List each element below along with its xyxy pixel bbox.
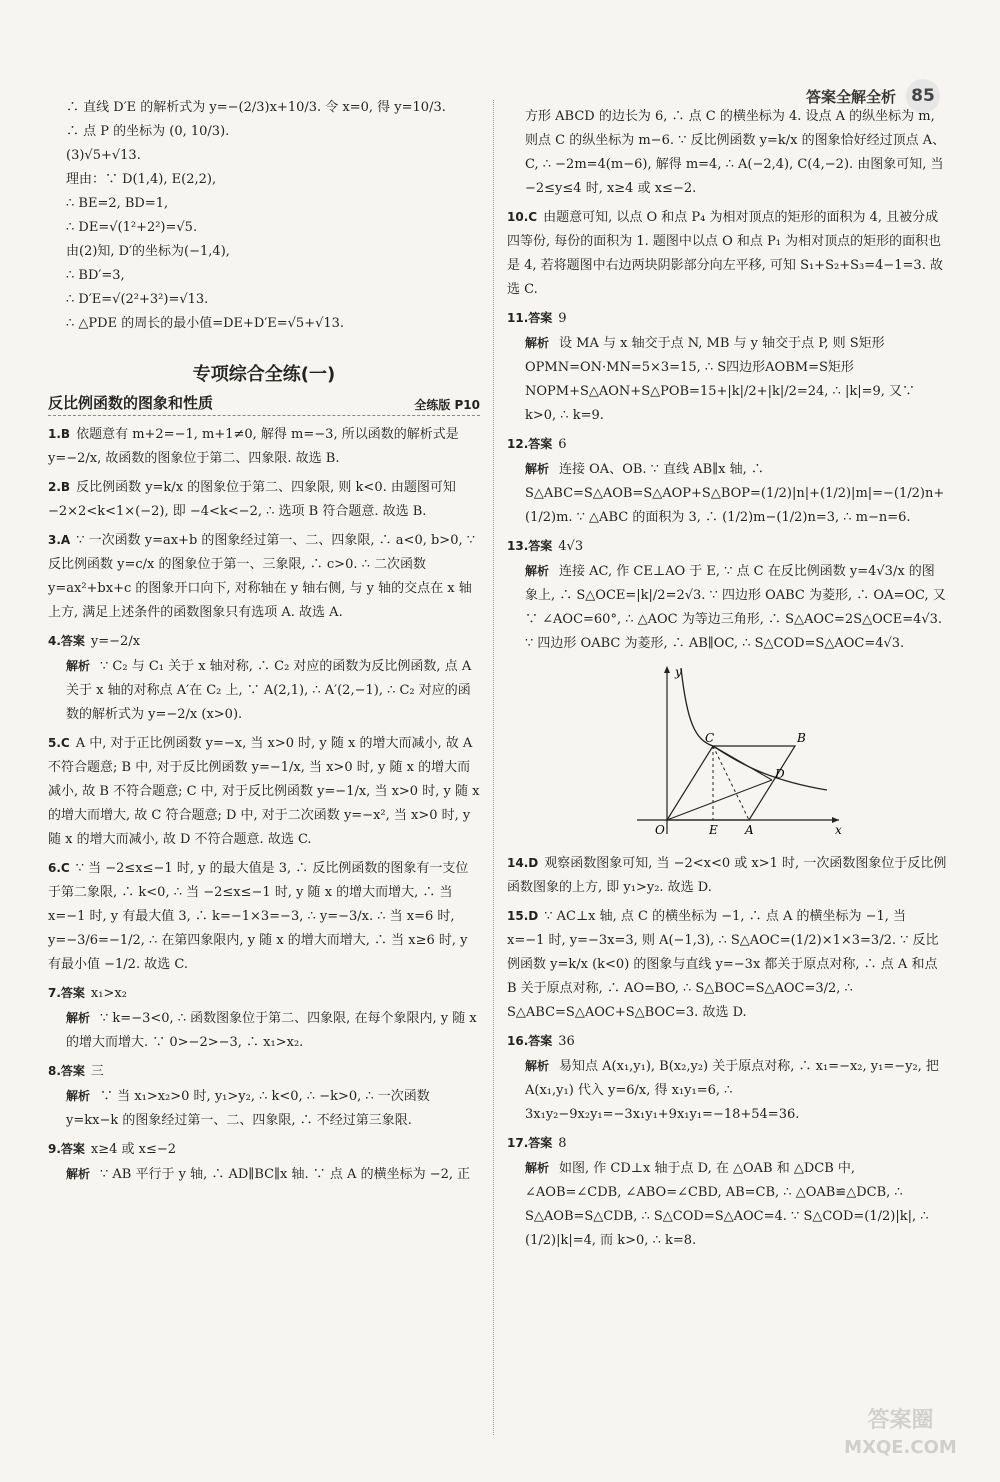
item-answer: x₁>x₂	[90, 986, 127, 1001]
watermark-logo	[823, 1406, 978, 1468]
item-text: ∵ C₂ 与 C₁ 关于 x 轴对称, ∴ C₂ 对应的函数为反比例函数, 点 A 关于 x 轴的对称点 A′在 C₂ 上, ∵ A(2,1), ∴ A′(2,−1), ∴ C₂ 对应的函数的解析式为 y=−2/x (x>0).	[66, 659, 472, 722]
item-answer: x≥4 或 x≤−2	[90, 1142, 177, 1157]
item-text: A 中, 对于正比例函数 y=−x, 当 x>0 时, y 随 x 的增大而减小, 故 A 不符合题意; B 中, 对于反比例函数 y=−1/x, 当 x>0 时, y 随 x 的增大而减小, 故 B 不符合题意; C 中, 对于反比例函数 y=−1/x, 当 x>0 时, y 随 x 的增大而增大, 故 C 符合题意; D 中, 对于二次函数 y=−x², 当 x>0 时, y 随 x 的增大而减小, 故 D 不符合题意. 故选 C.	[48, 736, 480, 847]
text-line: 理由：∵ D(1,4), E(2,2),	[66, 172, 217, 187]
analysis-label: 解析	[525, 462, 550, 476]
item-answer: y=−2/x	[90, 634, 141, 649]
item-text: ∵ AB 平行于 y 轴, ∴ AD∥BC∥x 轴. ∵ 点 A 的横坐标为 −2, 正	[100, 1167, 471, 1182]
text-line: (3)√5+√13.	[66, 148, 141, 163]
item-text: 观察函数图象可知, 当 −2<x<0 或 x>1 时, 一次函数图象位于反比例函数图象的上方, 即 y₁>y₂. 故选 D.	[507, 856, 947, 895]
item-number: 14.D	[507, 856, 539, 870]
item-number: 8.答案	[48, 1064, 85, 1078]
hyperbola-curve	[681, 668, 827, 790]
item-text: ∵ 一次函数 y=ax+b 的图象经过第一、二、四象限, ∴ a<0, b>0, ∵ 反比例函数 y=c/x 的图象位于第一、三象限, ∴ c>0. ∴ 二次函数 y=ax²+bx+c 的图象开口向下, 对称轴在 y 轴右侧, 与 y 轴的交点在 x 轴上方, 满足上述条件的函数图象只有选项 A. 故选 A.	[48, 533, 476, 620]
item-text: 反比例函数 y=k/x 的图象位于第二、四象限, 则 k<0. 由题图可知 −2×2<k<1×(−2), 即 −4<k<−2, ∴ 选项 B 符合题意. 故选 B.	[48, 480, 456, 519]
section-title: 专项综合全练(一)	[192, 364, 336, 385]
label-x: x	[835, 823, 842, 837]
label-e: E	[709, 823, 718, 837]
answer-item	[507, 1131, 947, 1253]
answer-item	[507, 904, 947, 1025]
text-line: ∴ DE=√(1²+2²)=√5.	[66, 220, 198, 235]
item-answer: 8	[558, 1136, 567, 1151]
label-o: O	[655, 823, 665, 837]
item-number: 16.答案	[507, 1034, 553, 1048]
item-text: ∵ 当 x₁>x₂>0 时, y₁>y₂, ∴ k<0, ∴ −k>0, ∴ 一次函数 y=kx−k 的图象经过第一、二、四象限, ∴ 不经过第三象限.	[66, 1089, 430, 1128]
answer-item	[507, 432, 947, 530]
item-answer: 36	[558, 1034, 575, 1049]
item-number: 2.B	[48, 480, 71, 494]
subsection-header	[48, 392, 480, 416]
answer-item	[48, 1059, 480, 1133]
item-number: 6.C	[48, 861, 70, 875]
answer-item	[48, 475, 480, 524]
column-divider	[493, 100, 494, 1435]
item-number: 17.答案	[507, 1136, 553, 1150]
analysis-label: 解析	[66, 659, 91, 673]
right-column	[507, 105, 947, 1253]
answer-item	[48, 629, 480, 727]
item-text: 设 MA 与 x 轴交于点 N, MB 与 y 轴交于点 P, 则 S矩形OPMN=ON·MN=5×3=15, ∴ S四边形AOBM=S矩形NOPM+S△AON+S△POB=15+|k|/2+|k|/2=24, ∴ |k|=9, 又∵ k>0, ∴ k=9.	[525, 336, 916, 423]
text-line: 由(2)知, D′的坐标为(−1,4),	[66, 244, 230, 259]
item-text: 由题意可知, 以点 O 和点 P₄ 为相对顶点的矩形的面积为 4, 且被分成四等份, 每份的面积为 1. 题图中以点 O 和点 P₁ 为相对顶点的矩形的面积也是 4, 若将题图中右边两块阴影部分向左平移, 可知 S₁+S₂+S₃=4−1=3. 故选 C.	[507, 210, 943, 297]
text-line: ∴ 直线 D′E 的解析式为 y=−(2/3)x+10/3. 令 x=0, 得 y=10/3.	[66, 100, 446, 115]
analysis-label: 解析	[525, 336, 550, 350]
item-number: 5.C	[48, 736, 70, 750]
item-number: 10.C	[507, 210, 538, 224]
item-number: 12.答案	[507, 437, 553, 451]
analysis-label: 解析	[525, 1059, 550, 1073]
item-number: 11.答案	[507, 311, 553, 325]
answer-item	[48, 1137, 480, 1187]
y-axis-arrow	[664, 666, 670, 673]
text-line: ∴ △PDE 的周长的最小值=DE+D′E=√5+√13.	[66, 316, 345, 331]
label-d: D	[775, 767, 785, 781]
item-answer: 6	[558, 437, 567, 452]
item-text: 易知点 A(x₁,y₁), B(x₂,y₂) 关于原点对称, ∴ x₁=−x₂, y₁=−y₂, 把 A(x₁,y₁) 代入 y=6/x, 得 x₁y₁=6, ∴ 3x₁y₂−9x₂y₁=−3x₁y₁+9x₁y₁=−18+54=36.	[525, 1059, 939, 1122]
text-line: ∴ BD′=3,	[66, 268, 125, 283]
answer-item	[48, 856, 480, 977]
item-text: ∵ k=−3<0, ∴ 函数图象位于第二、四象限, 在每个象限内, y 随 x 的增大而增大. ∵ 0>−2>−3, ∴ x₁>x₂.	[66, 1011, 477, 1050]
text-line: ∴ 点 P 的坐标为 (0, 10/3).	[66, 124, 230, 139]
rhombus-hyperbola-figure	[627, 662, 847, 837]
header-title: 答案全解全析	[805, 87, 896, 106]
answer-item	[48, 731, 480, 852]
item-number: 13.答案	[507, 539, 553, 553]
page-number: 85	[906, 79, 940, 113]
page-reference: 全练版 P10	[414, 398, 480, 412]
analysis-label: 解析	[525, 1161, 550, 1175]
label-a: A	[745, 823, 754, 837]
answer-item	[48, 528, 480, 625]
item-number: 1.B	[48, 427, 71, 441]
analysis-label: 解析	[525, 564, 550, 578]
analysis-label: 解析	[66, 1011, 91, 1025]
item-number: 9.答案	[48, 1142, 85, 1156]
item-number: 7.答案	[48, 986, 85, 1000]
watermark-line1: 答案圈	[867, 1408, 934, 1433]
left-column	[48, 96, 480, 1187]
watermark-line2: MXQE.COM	[844, 1437, 957, 1458]
text-line: ∴ D′E=√(2²+3²)=√13.	[66, 292, 209, 307]
item-number: 3.A	[48, 533, 71, 547]
item-answer: 4√3	[558, 539, 584, 554]
item-answer: 三	[90, 1064, 104, 1079]
segment-od	[667, 780, 772, 820]
item-text: 连接 AC, 作 CE⊥AO 于 E, ∵ 点 C 在反比例函数 y=4√3/x 的图象上, ∴ S△OCE=|k|/2=2√3. ∵ 四边形 OABC 为菱形, ∴ OA=OC, 又∵ ∠AOC=60°, ∴ △AOC 为等边三角形, ∴ S△AOC=2S△OCE=4√3. ∵ 四边形 OABC 为菱形, ∴ AB∥OC, ∴ S△COD=S△AOC=4√3.	[525, 564, 946, 651]
item-text: 连接 OA、OB. ∵ 直线 AB∥x 轴, ∴ S△ABC=S△AOB=S△AOP+S△BOP=(1/2)|n|+(1/2)|m|=−(1/2)n+(1/2)m. ∵ △ABC 的面积为 3, ∴ (1/2)m−(1/2)n=3, ∴ m−n=6.	[525, 462, 945, 525]
continued-text: 方形 ABCD 的边长为 6, ∴ 点 C 的横坐标为 4. 设点 A 的纵坐标为 m, 则点 C 的纵坐标为 m−6. ∵ 反比例函数 y=k/x 的图象恰好经过顶点 A、C, ∴ −2m=4(m−6), 解得 m=4, ∴ A(−2,4), C(4,−2). 由图象可知, 当 −2≤y≤4 时, x≥4 或 x≤−2.	[525, 109, 946, 196]
text-line: ∴ BE=2, BD=1,	[66, 196, 169, 211]
label-c: C	[705, 731, 715, 745]
segment-cd	[713, 746, 772, 780]
continued-solution	[48, 96, 480, 336]
answer-item	[507, 534, 947, 656]
item-text: 如图, 作 CD⊥x 轴于点 D, 在 △OAB 和 △DCB 中, ∠AOB=∠CDB, ∠ABO=∠CBD, AB=CB, ∴ △OAB≌△DCB, ∴ S△AOB=S△CDB, ∴ S△COD=S△AOC=4. ∵ S△COD=(1/2)|k|, ∴ (1/2)|k|=4, 而 k>0, ∴ k=8.	[525, 1161, 929, 1248]
item-number: 15.D	[507, 909, 539, 923]
label-b: B	[797, 731, 806, 745]
analysis-label: 解析	[66, 1167, 91, 1181]
answer-item	[507, 205, 947, 302]
item-number: 4.答案	[48, 634, 85, 648]
answer-item	[48, 981, 480, 1055]
subsection-title: 反比例函数的图象和性质	[48, 394, 214, 412]
answer-item	[507, 306, 947, 428]
answer-item	[507, 851, 947, 900]
item-text: 依题意有 m+2=−1, m+1≠0, 解得 m=−3, 所以函数的解析式是 y=−2/x, 故函数的图象位于第二、四象限. 故选 B.	[48, 427, 459, 466]
answer-item	[48, 422, 480, 471]
label-y: y	[675, 665, 682, 679]
item-text: ∵ 当 −2≤x≤−1 时, y 的最大值是 3, ∴ 反比例函数的图象有一支位于第二象限, ∴ k<0, ∴ 当 −2≤x≤−1 时, y 随 x 的增大而增大, ∴ 当 x=−1 时, y 有最大值 3, ∴ k=−1×3=−3, ∴ y=−3/x. ∴ 当 x=6 时, y=−3/6=−1/2, ∴ 在第四象限内, y 随 x 的增大而增大, ∴ 当 x≥6 时, y 有最小值 −1/2. 故选 C.	[48, 861, 469, 972]
item-answer: 9	[558, 311, 567, 326]
answer-item	[507, 1029, 947, 1127]
analysis-label: 解析	[66, 1089, 91, 1103]
item-text: ∵ AC⊥x 轴, 点 C 的横坐标为 −1, ∴ 点 A 的横坐标为 −1, 当 x=−1 时, y=−3x=3, 则 A(−1,3), ∴ S△AOC=(1/2)×1×3=3/2. ∵ 反比例函数 y=k/x (k<0) 的图象与直线 y=−3x 都关于原点对称, ∴ 点 A 和点 B 关于原点对称, ∴ AO=BO, ∴ S△BOC=S△AOC=3/2, ∴ S△ABC=S△AOC+S△BOC=3. 故选 D.	[507, 909, 939, 1020]
